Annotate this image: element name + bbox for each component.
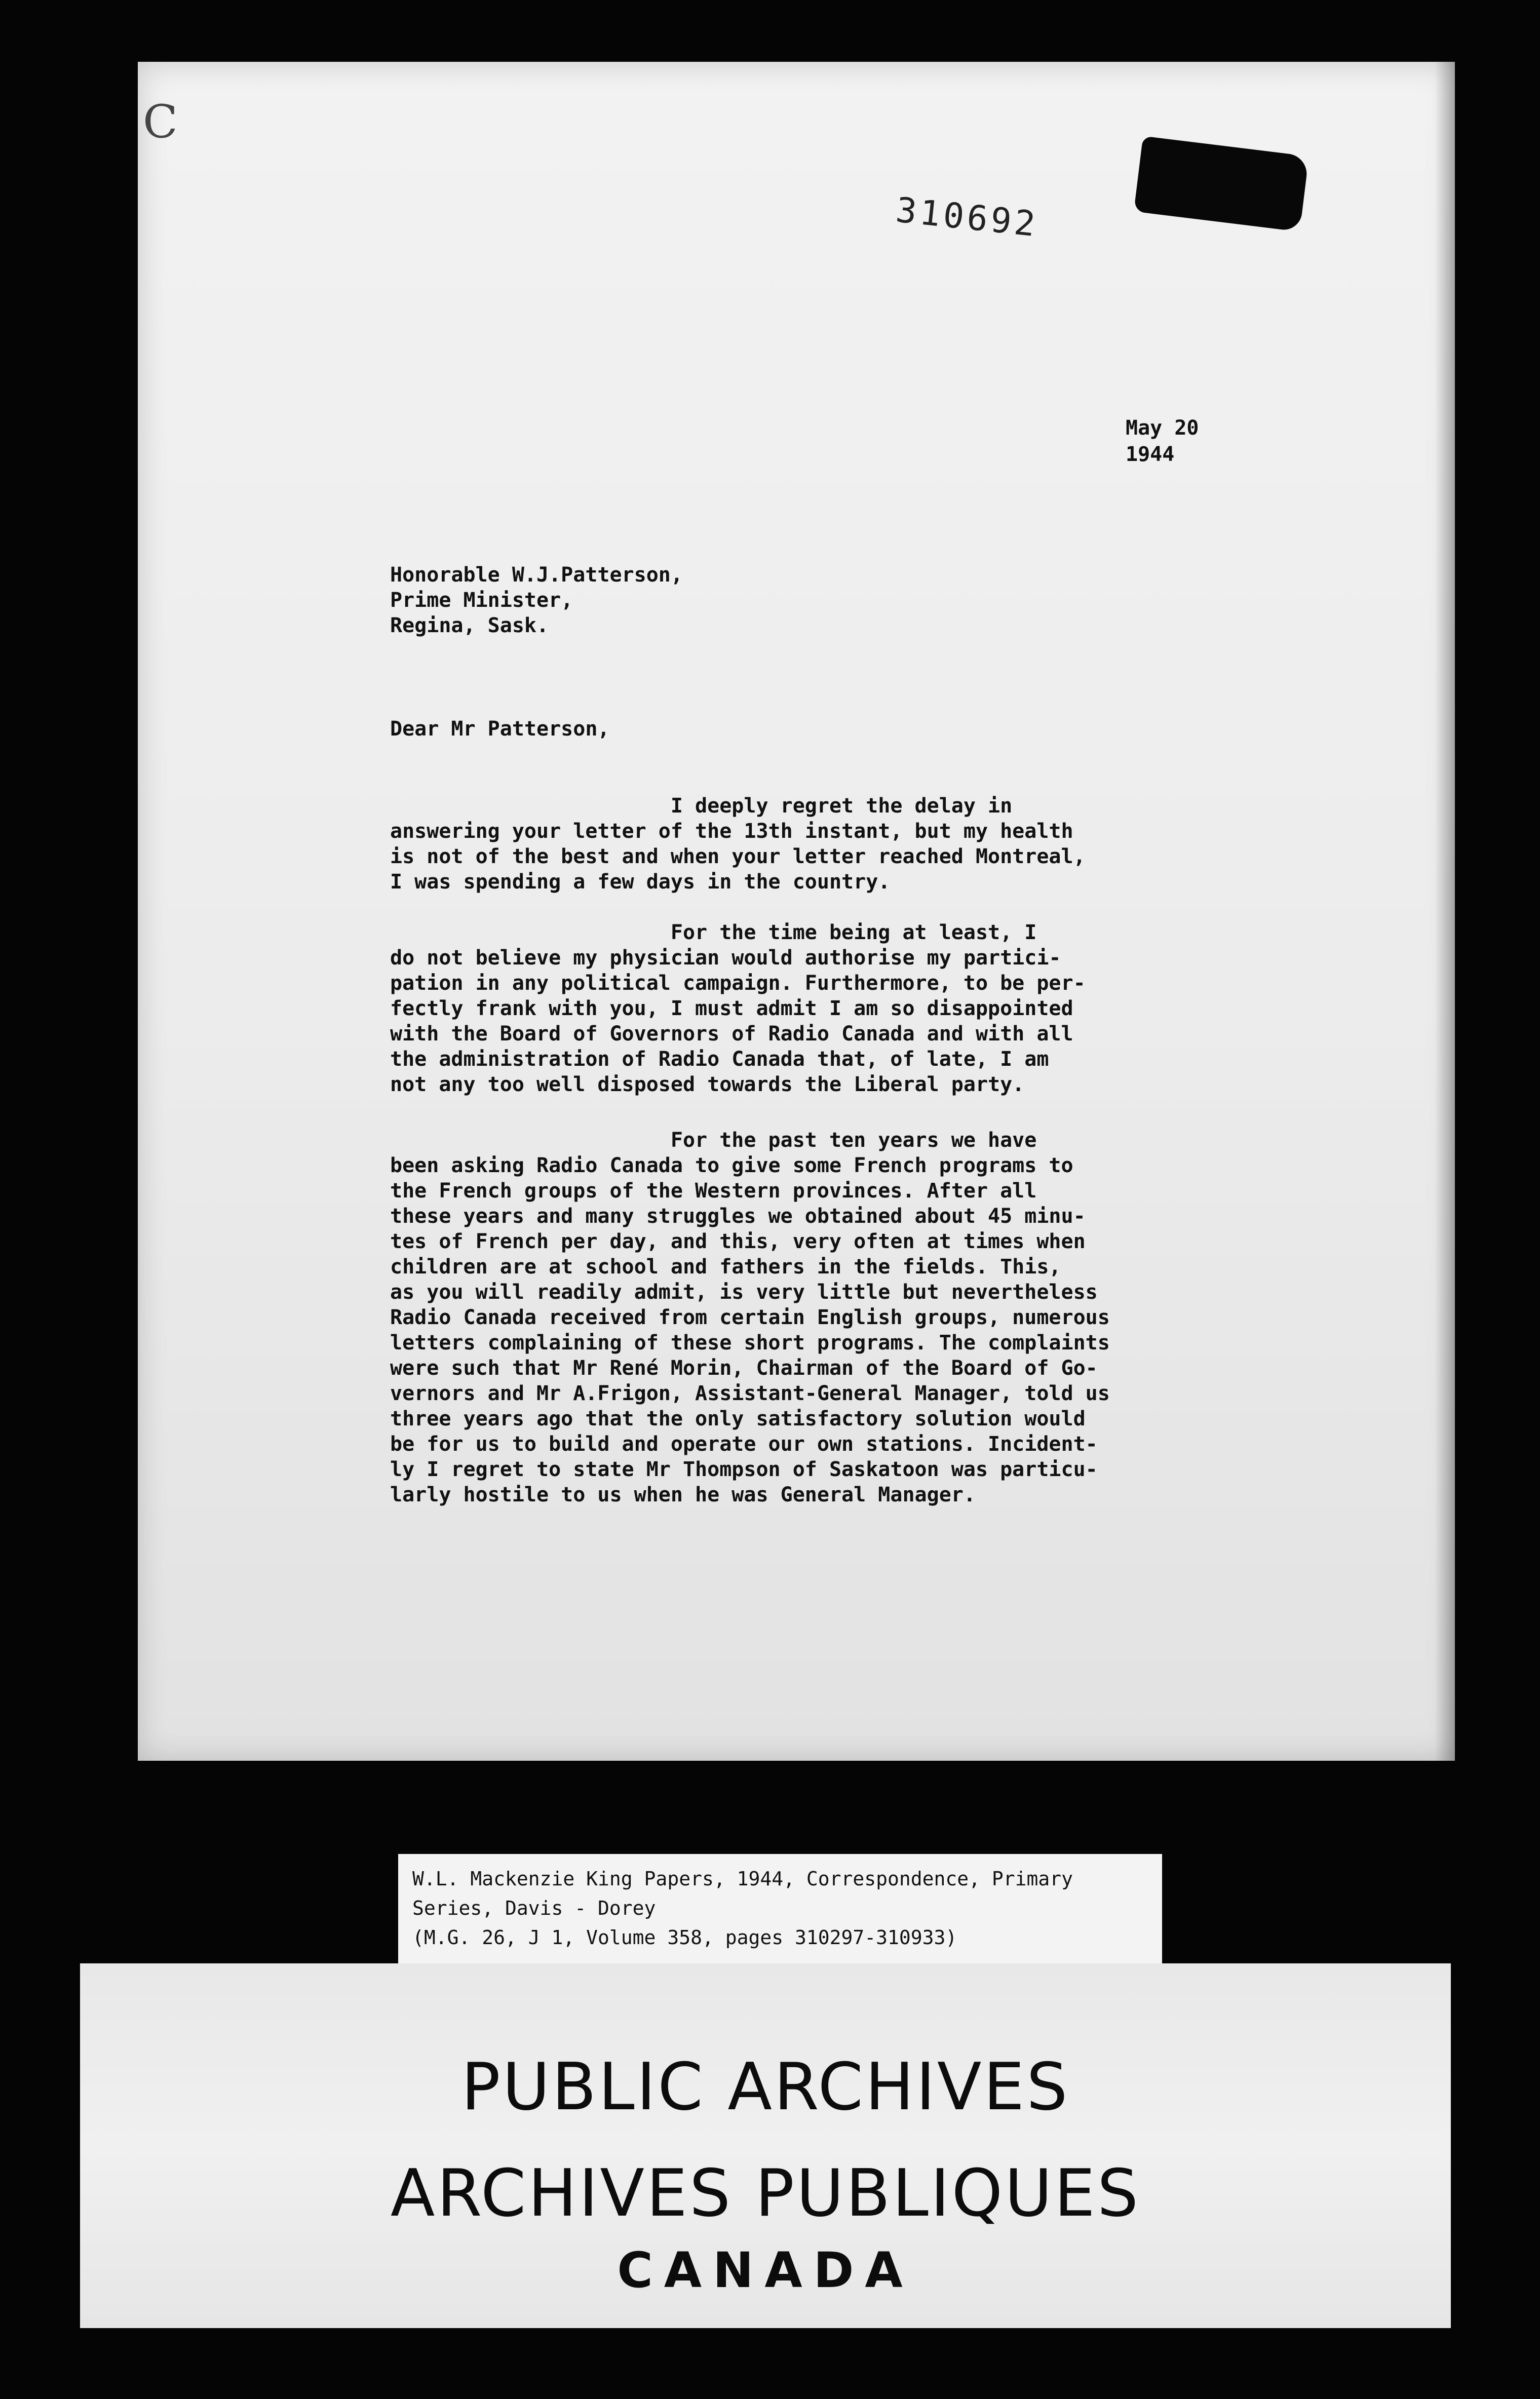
paragraph-2-line: with the Board of Governors of Radio Canada and with all	[390, 1022, 1073, 1046]
paragraph-2-line: For the time being at least, I	[390, 921, 1037, 944]
archive-caption-label	[398, 1854, 1162, 1963]
banner-english-title: PUBLIC ARCHIVES	[461, 2049, 1070, 2125]
paragraph-3-line: larly hostile to us when he was General Manager.	[390, 1483, 976, 1506]
paragraph-3-line: be for us to build and operate our own stations. Incident-	[390, 1433, 1098, 1456]
paragraph-3-line: these years and many struggles we obtained about 45 minu-	[390, 1205, 1086, 1228]
public-archives-banner	[80, 1963, 1451, 2328]
paragraph-2-line: not any too well disposed towards the Liberal party.	[390, 1073, 1025, 1096]
paragraph-3-line: tes of French per day, and this, very often at times when	[390, 1230, 1086, 1253]
paragraph-1-line: I was spending a few days in the country.	[390, 870, 891, 894]
paragraph-2-line: the administration of Radio Canada that, of late, I am	[390, 1048, 1049, 1071]
paragraph-3-line: vernors and Mr A.Frigon, Assistant-General Manager, told us	[390, 1382, 1110, 1405]
paragraph-1-line: is not of the best and when your letter reached Montreal,	[390, 845, 1086, 868]
paragraph-3-line: the French groups of the Western provinces. After all	[390, 1179, 1037, 1203]
paragraph-1-line: answering your letter of the 13th instant, but my health	[390, 820, 1073, 843]
letter-date-year: 1944	[1126, 443, 1175, 466]
paragraph-3-line: ly I regret to state Mr Thompson of Saskatoon was particu-	[390, 1458, 1098, 1481]
caption-line-3: (M.G. 26, J 1, Volume 358, pages 310297-310933)	[412, 1926, 957, 1949]
letter-date-month-day: May 20	[1126, 416, 1199, 440]
caption-line-2: Series, Davis - Dorey	[412, 1897, 656, 1919]
paragraph-3-line: as you will readily admit, is very little but nevertheless	[390, 1281, 1098, 1304]
salutation: Dear Mr Patterson,	[390, 717, 610, 741]
banner-country: CANADA	[617, 2242, 914, 2299]
paragraph-3-line: letters complaining of these short programs. The complaints	[390, 1331, 1110, 1355]
banner-french-title: ARCHIVES PUBLIQUES	[390, 2156, 1141, 2231]
recipient-name: Honorable W.J.Patterson,	[390, 563, 683, 587]
paragraph-3-line: been asking Radio Canada to give some French programs to	[390, 1154, 1073, 1177]
staple-mark: C	[143, 95, 178, 148]
caption-line-1: W.L. Mackenzie King Papers, 1944, Correspondence, Primary	[412, 1868, 1073, 1890]
paragraph-3-line: children are at school and fathers in the fields. This,	[390, 1255, 1061, 1279]
recipient-title: Prime Minister,	[390, 589, 573, 612]
paragraph-3-line: Radio Canada received from certain English groups, numerous	[390, 1306, 1110, 1329]
paragraph-3-line: For the past ten years we have	[390, 1129, 1037, 1152]
paragraph-2-line: do not believe my physician would authorise my partici-	[390, 946, 1061, 970]
paragraph-3-line: three years ago that the only satisfactory solution would	[390, 1407, 1086, 1430]
archive-stamp-number: 310692	[894, 190, 1040, 245]
paragraph-3-line: were such that Mr René Morin, Chairman of the Board of Go-	[390, 1357, 1098, 1380]
paragraph-1-line: I deeply regret the delay in	[390, 794, 1013, 818]
recipient-location: Regina, Sask.	[390, 614, 549, 637]
paragraph-2-line: fectly frank with you, I must admit I am so disappointed	[390, 997, 1073, 1020]
paragraph-2-line: pation in any political campaign. Furthermore, to be per-	[390, 972, 1086, 995]
